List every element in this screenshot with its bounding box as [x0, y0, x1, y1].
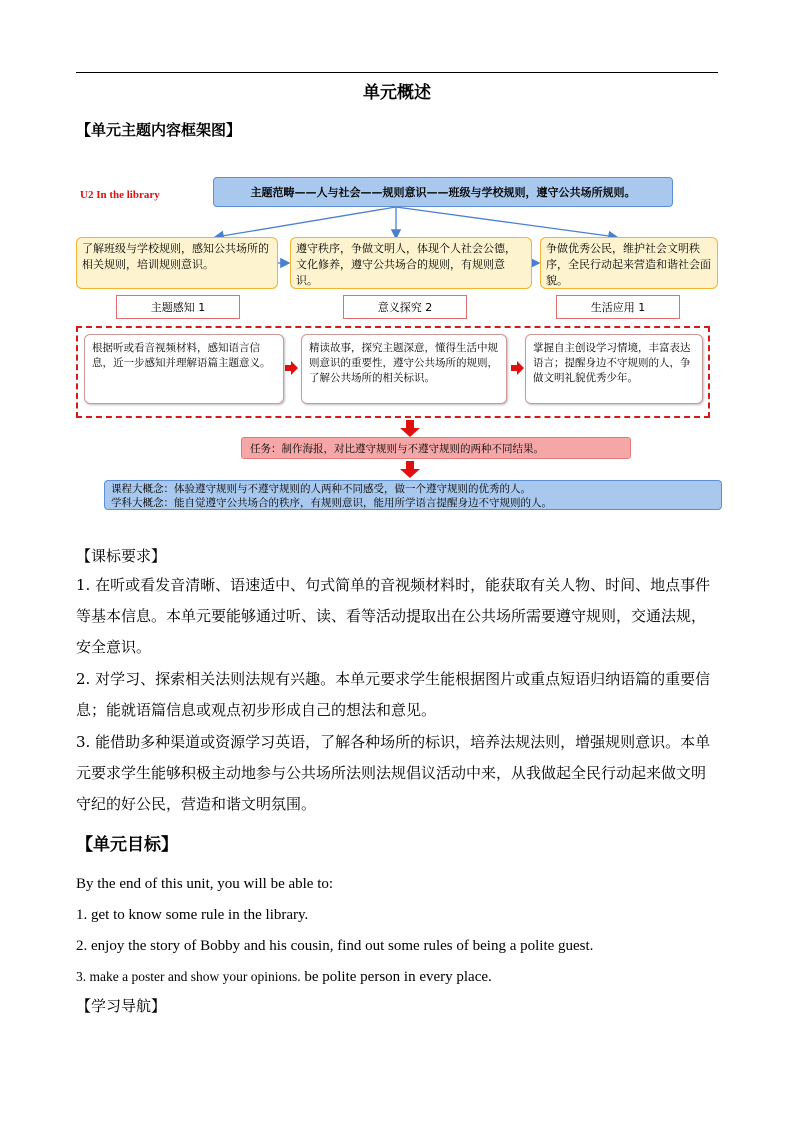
top-rule — [76, 72, 718, 73]
page-title: 单元概述 — [363, 83, 431, 103]
goals-heading: 【单元目标】 — [76, 835, 178, 855]
red-arrow-down-2 — [400, 461, 420, 478]
task-box: 任务：制作海报，对比遵守规则与不遵守规则的两种不同结果。 — [241, 437, 631, 459]
goal-item-1: 1. get to know some rule in the library. — [76, 907, 309, 923]
theme-box: 主题范畴——人与社会——规则意识——班级与学校规则，遵守公共场所规则。 — [213, 177, 673, 207]
detail-box-1: 根据听或看音视频材料，感知语言信息，近一步感知并理解语篇主题意义。 — [84, 334, 284, 404]
guide-heading: 【学习导航】 — [76, 997, 167, 1015]
standard-item-2: 2. 对学习、探索相关法则法规有兴趣。本单元要求学生能根据图片或重点短语归纳语篇的重要信息；能就语篇信息或观点初步形成自己的想法和意见。 — [76, 670, 711, 719]
label-exploration: 意义探究 2 — [343, 295, 467, 319]
standard-item-3: 3. 能借助多种渠道或资源学习英语，了解各种场所的标识，培养法规法则，增强规则意识。本单元要求学生能够积极主动地参与公共场所法则法规倡议活动中来，从我做起全民行动起来做文明守纪的好公民，营造和谐文明氛围。 — [76, 733, 711, 813]
framework-heading: 【单元主题内容框架图】 — [76, 121, 242, 139]
unit-framework-diagram — [76, 165, 718, 515]
unit-label: U2 In the library — [80, 189, 160, 201]
goal-item-3-part-2: be polite person in every place. — [300, 969, 492, 985]
red-arrow-down-1 — [400, 420, 420, 437]
standards-heading: 【课标要求】 — [76, 547, 167, 565]
concept-box — [104, 480, 722, 510]
standard-item-1: 1. 在听或看发音清晰、语速适中、句式简单的音视频材料时，能获取有关人物、时间、地点事件等基本信息。本单元要能够通过听、读、看等活动提取出在公共场所需要遵守规则，交通法规，安全意识。 — [76, 576, 711, 656]
label-application: 生活应用 1 — [556, 295, 680, 319]
exploration-box: 遵守秩序，争做文明人，体现个人社会公德，文化修养，遵守公共场合的规则，有规则意识。 — [290, 237, 532, 289]
arrow-to-application — [396, 207, 616, 237]
goal-item-2: 2. enjoy the story of Bobby and his cousin, find out some rules of being a polite guest. — [76, 938, 594, 954]
goals-intro: By the end of this unit, you will be able to: — [76, 876, 334, 892]
label-perception: 主题感知 1 — [116, 295, 240, 319]
course-concept: 课程大概念：体验遵守规则与不遵守规则的人两种不同感受，做一个遵守规则的优秀的人。 — [111, 483, 531, 495]
application-box: 争做优秀公民，维护社会文明秩序，全民行动起来营造和谐社会面貌。 — [540, 237, 718, 289]
perception-box: 了解班级与学校规则，感知公共场所的相关规则，培训规则意识。 — [76, 237, 278, 289]
subject-concept: 学科大概念：能自觉遵守公共场合的秩序，有规则意识，能用所学语言提醒身边不守规则的人。 — [111, 497, 552, 509]
detail-box-3: 掌握自主创设学习情境，丰富表达语言；提醒身边不守规则的人，争做文明礼貌优秀少年。 — [525, 334, 703, 404]
goal-item-3 — [76, 969, 492, 986]
arrow-to-perception — [216, 207, 396, 237]
goal-item-3-part-1: 3. make a poster and show your opinions. — [76, 969, 301, 984]
detail-box-2: 精读故事，探究主题深意，懂得生活中规则意识的重要性，遵守公共场所的规则，了解公共场所的相关标识。 — [301, 334, 507, 404]
